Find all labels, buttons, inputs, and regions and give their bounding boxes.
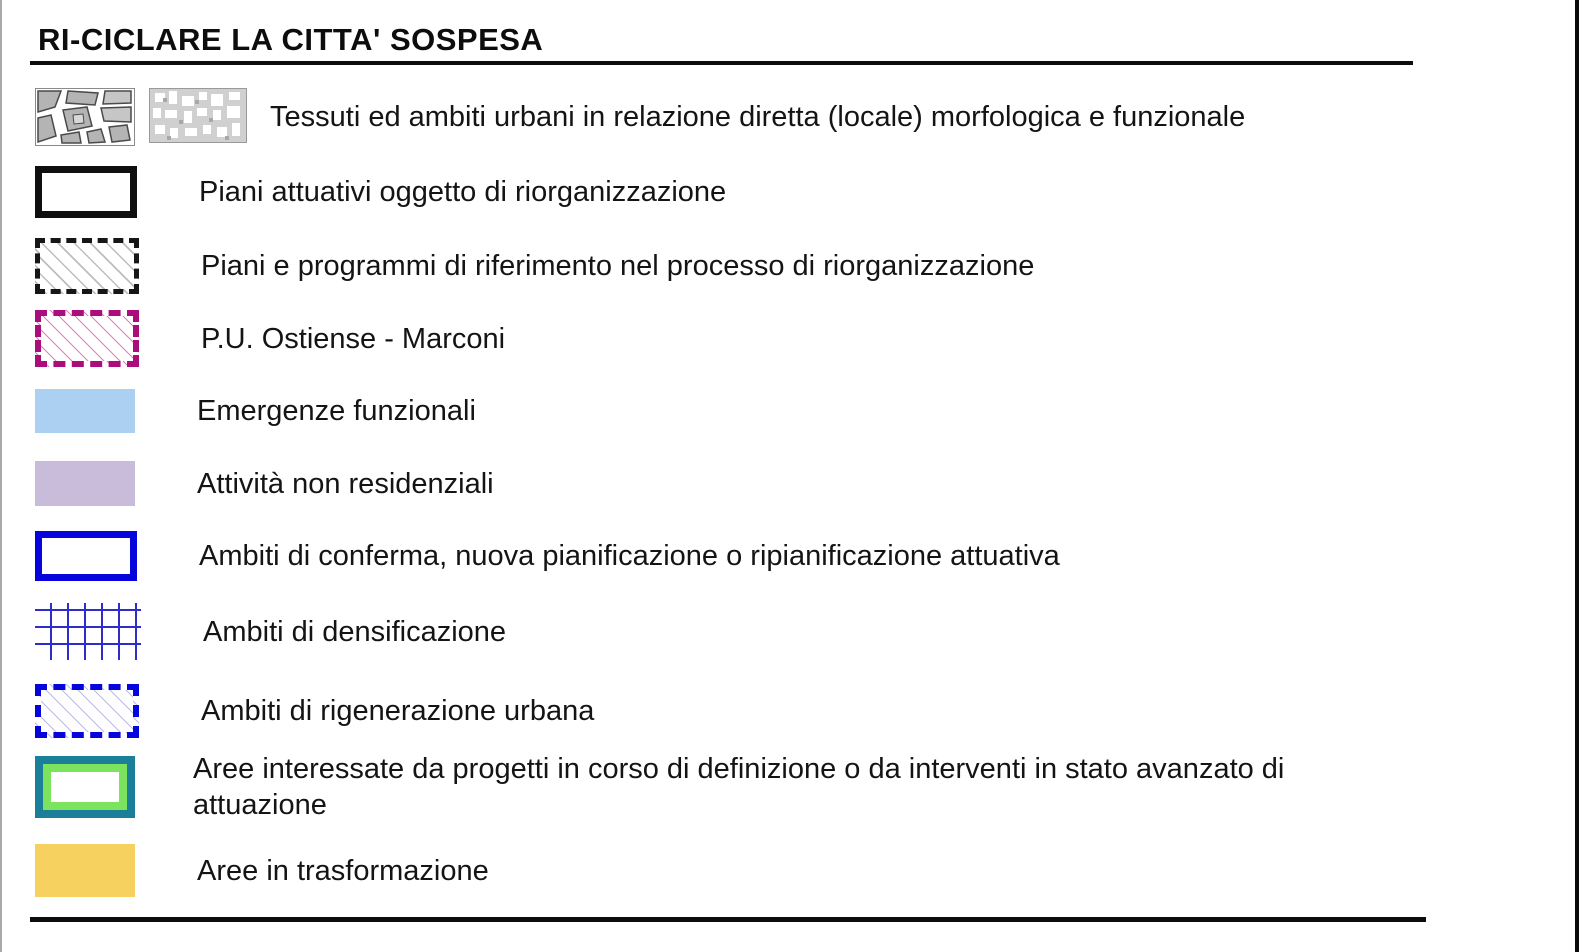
- building-footprint-texture-icon: [149, 88, 247, 143]
- black-outline-swatch: [35, 166, 137, 218]
- legend-item-rigenerazione: [0, 684, 1560, 738]
- blue-grid-swatch: [35, 603, 141, 660]
- legend-item-attivita: [0, 461, 1560, 506]
- legend-item-tessuti: [0, 86, 1560, 148]
- legend-label: Aree in trasformazione: [197, 854, 489, 887]
- legend-label: P.U. Ostiense - Marconi: [201, 322, 506, 355]
- bottom-rule: [30, 917, 1426, 922]
- legend-item-piani-attuativi: [0, 165, 1560, 219]
- legend-item-emergenze: [0, 389, 1560, 433]
- legend-label: Ambiti di conferma, nuova pianificazione o ripianificazione attuativa: [199, 540, 1060, 572]
- legend-label: Ambiti di rigenerazione urbana: [201, 695, 595, 727]
- legend-label: Tessuti ed ambiti urbani in relazione diretta (locale) morfologica e funzionale: [270, 101, 1246, 133]
- legend-label: Ambiti di densificazione: [203, 615, 507, 648]
- page-title: RI-CICLARE LA CITTA' SOSPESA: [38, 22, 544, 57]
- blue-outline-swatch: [35, 531, 137, 581]
- legend-label: Emergenze funzionali: [197, 395, 476, 427]
- legend-label: Piani attuativi oggetto di riorganizzazione: [199, 176, 727, 208]
- lavender-fill-swatch: [35, 461, 135, 506]
- street-map-texture-icon: [35, 88, 135, 146]
- legend-label: Aree interessate da progetti in corso di definizione o da interventi in stato avanzato di attuazione: [193, 753, 1285, 821]
- legend-item-aree-progetti: [0, 755, 1560, 819]
- light-blue-fill-swatch: [35, 389, 135, 433]
- magenta-dashed-hatch-swatch: [35, 310, 139, 367]
- legend-item-trasformazione: [0, 843, 1560, 898]
- title-underline: [30, 61, 1413, 65]
- yellow-fill-swatch: [35, 844, 135, 897]
- urban-map-textures: [35, 88, 247, 146]
- teal-green-outline-swatch: [35, 756, 135, 818]
- blue-dashed-hatch-swatch: [35, 684, 139, 738]
- legend-label: Piani e programmi di riferimento nel processo di riorganizzazione: [201, 250, 1035, 282]
- sheet-right-border: [1575, 0, 1579, 952]
- legend-item-piani-programmi: [0, 238, 1560, 294]
- legend-label: Attività non residenziali: [197, 467, 494, 500]
- legend-item-ambiti-conferma: [0, 531, 1560, 581]
- legend-item-pu-ostiense: [0, 310, 1560, 367]
- black-dashed-hatch-swatch: [35, 238, 139, 294]
- legend-item-densificazione: [0, 603, 1560, 660]
